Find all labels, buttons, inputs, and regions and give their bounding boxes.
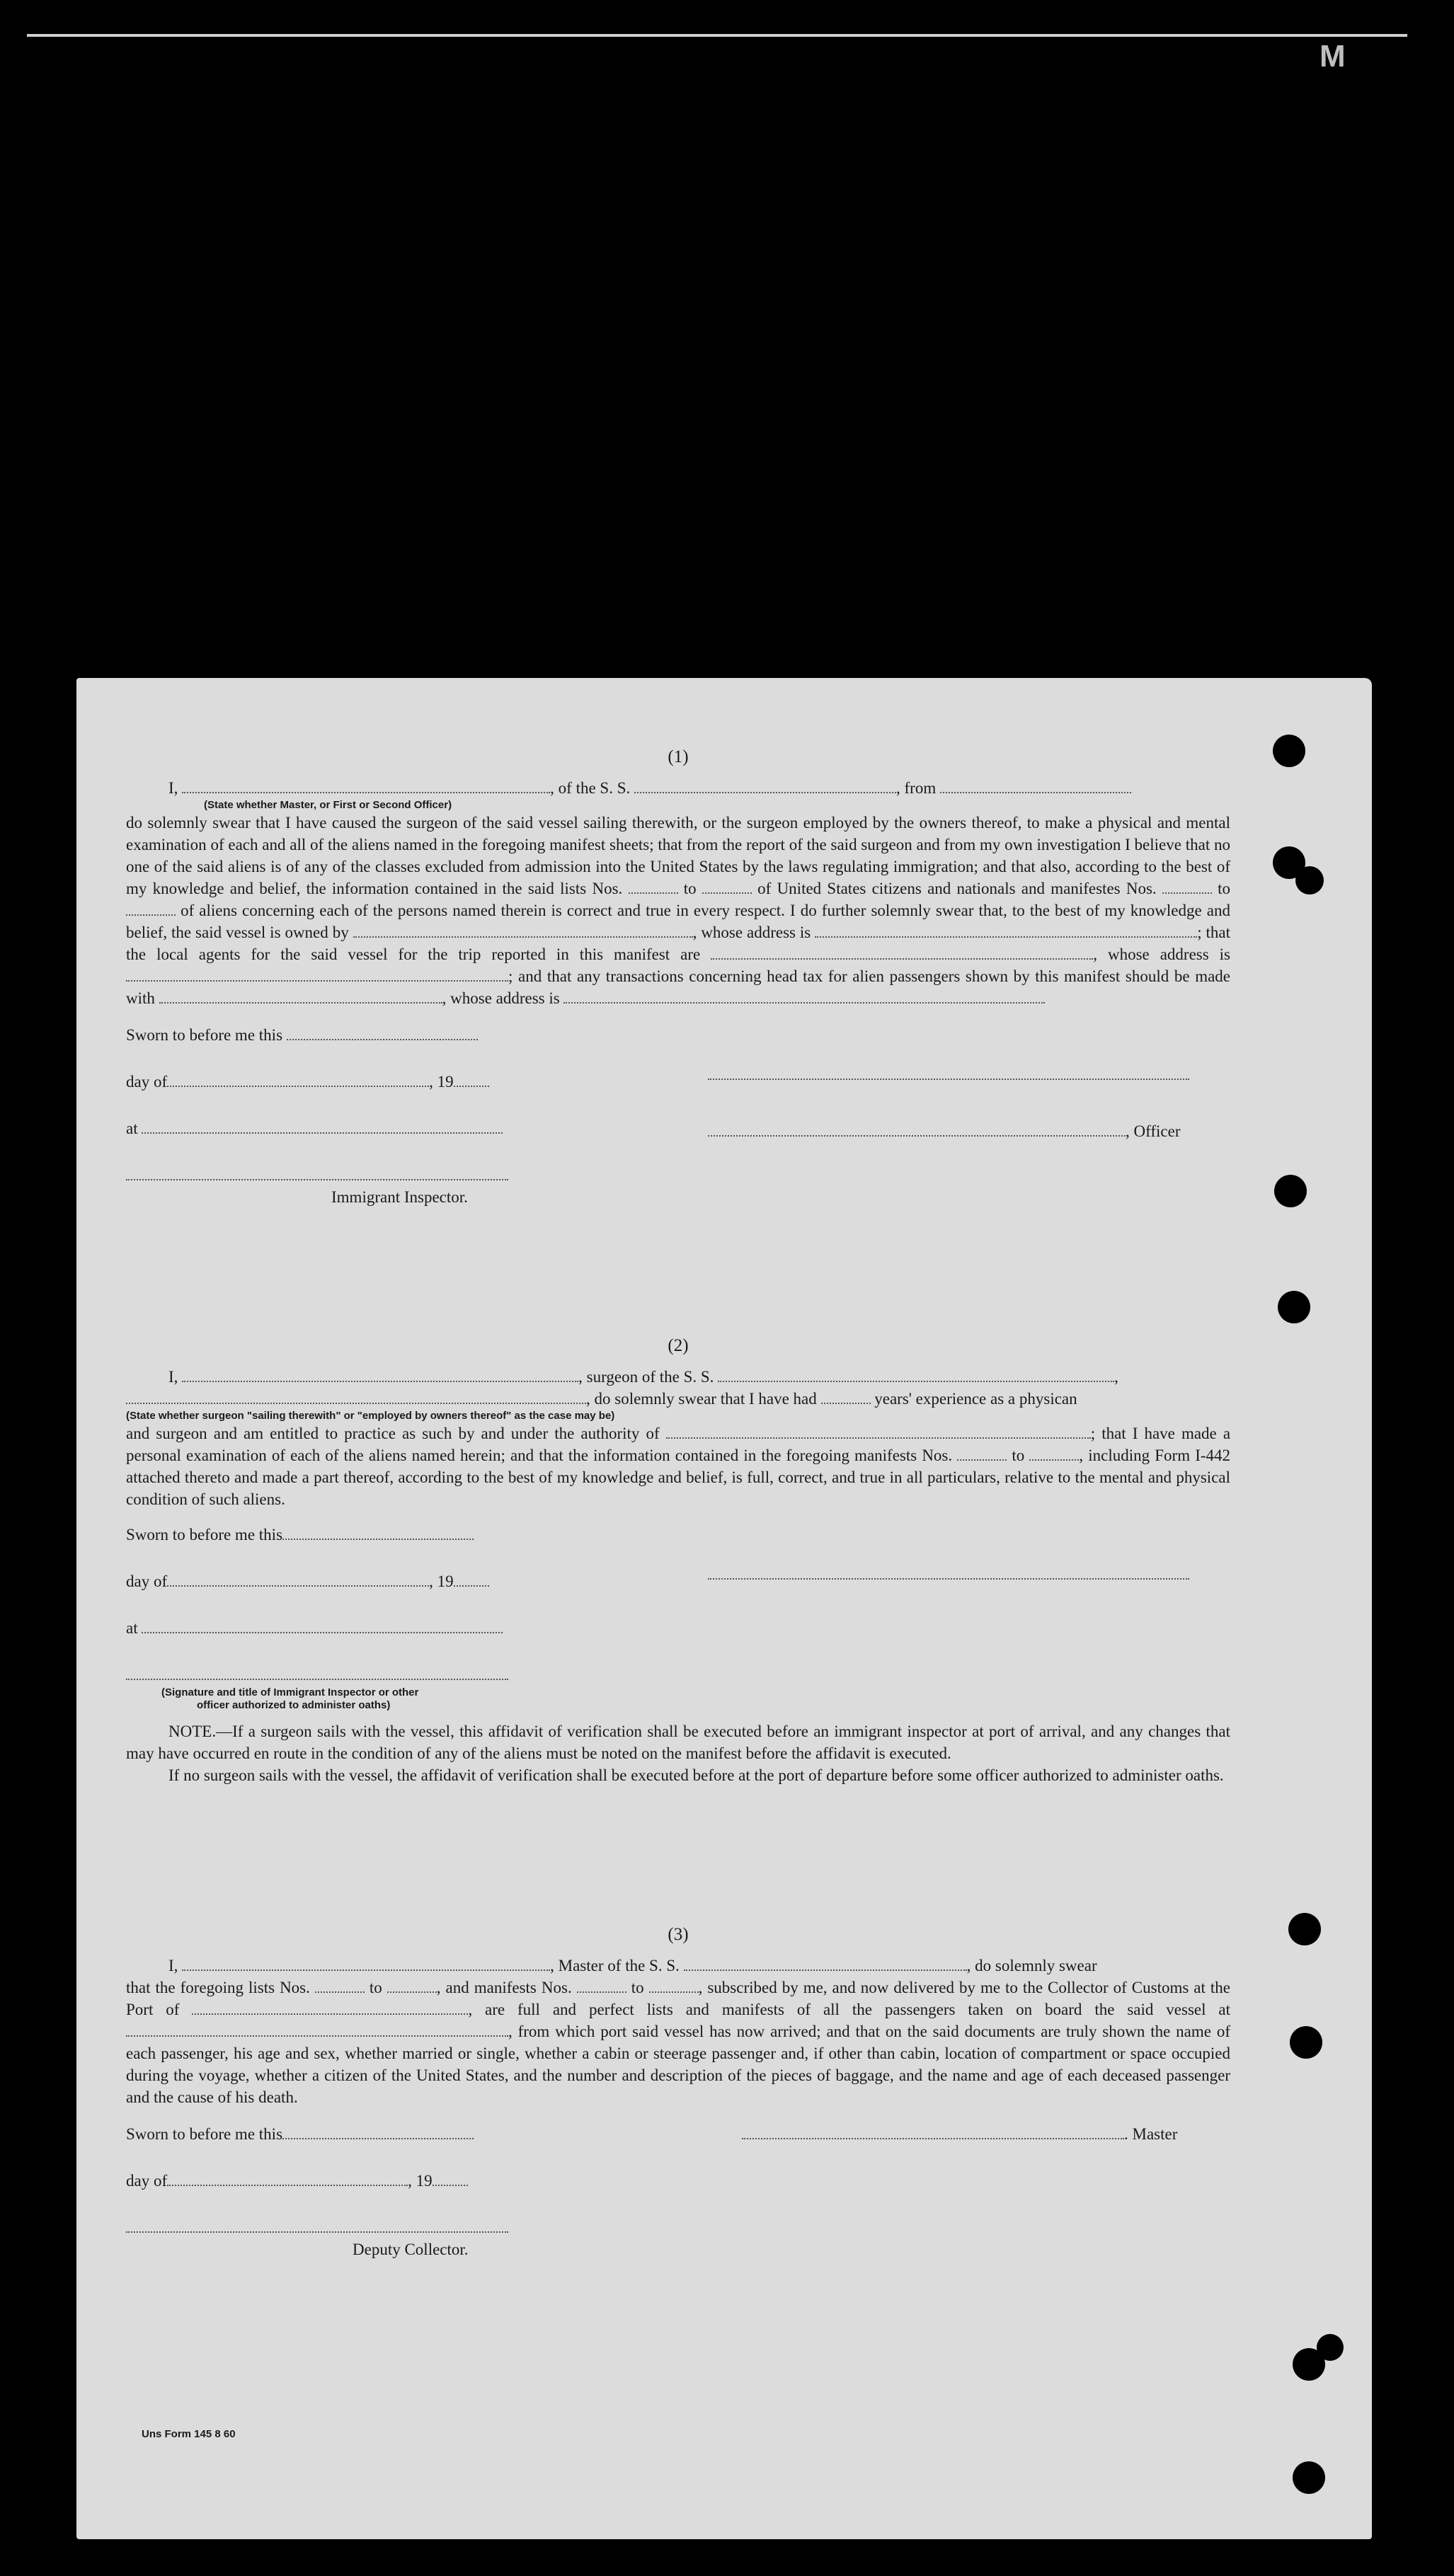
sworn-blank[interactable]: [282, 2125, 474, 2139]
master-paragraph: that the foregoing lists Nos. to , and manifests Nos. to , subscribed by me, and now delivered by me to the Collector of Customs at the Port of , are full and perfect lists and manifests of all the passengers taken on board the said vessel at , from which port said vessel has now arrived; and that on the said documents are truly shown the name of each passenger, his age and sex, whether married or single, whether a cabin or steerage passenger and, if other than cabin, location of compartment or space occupied during the voyage, whether a citizen of the United States, and the number and description of the pieces of baggage, and the name and age of each deceased passenger and the cause of his death.: [126, 1979, 1231, 2106]
year-blank[interactable]: [454, 1073, 489, 1087]
corner-mark: M: [1320, 39, 1351, 74]
section-number: (2): [668, 1336, 689, 1355]
list-from-blank[interactable]: [315, 1979, 365, 1993]
vessel-blank[interactable]: [718, 1368, 1114, 1382]
note-paragraph-2: If no surgeon sails with the vessel, the affidavit of verification shall be executed before at the port of departure before some officer authorized to administer oaths.: [168, 1766, 1224, 1784]
owner-blank[interactable]: [353, 924, 693, 938]
name-blank[interactable]: [182, 779, 550, 793]
manifest-to-blank[interactable]: [1029, 1447, 1079, 1461]
day-blank[interactable]: [167, 1073, 429, 1087]
at-blank[interactable]: [142, 1619, 503, 1633]
signature-hint: (Signature and title of Immigrant Inspector or other: [161, 1686, 419, 1698]
from-port-blank[interactable]: [940, 779, 1131, 793]
punch-hole: [1293, 2461, 1325, 2494]
surgeon-status-blank[interactable]: [126, 1390, 586, 1404]
field-hint: (State whether Master, or First or Second Officer): [204, 799, 452, 811]
list-from-blank[interactable]: [629, 880, 678, 894]
master-line: I, , of the S. S. , from: [126, 777, 1230, 799]
note-paragraph: NOTE.—If a surgeon sails with the vessel, this affidavit of verification shall be executed before an immigrant inspector at port of arrival, and any changes that may have occurred en route in the condition of any of the aliens must be noted on the manifest before the affidavit is executed.: [126, 1723, 1230, 1762]
section-number: (1): [668, 747, 689, 766]
year-blank[interactable]: [433, 2172, 468, 2186]
at-blank[interactable]: [142, 1120, 503, 1134]
owner-address-blank[interactable]: [815, 924, 1197, 938]
vessel-blank[interactable]: [634, 779, 896, 793]
signature-blank[interactable]: [708, 1066, 1189, 1080]
surgeon-signature-blank[interactable]: [708, 1565, 1189, 1580]
years-blank[interactable]: [821, 1390, 871, 1404]
manifest-to-blank[interactable]: [126, 902, 176, 916]
day-blank[interactable]: [167, 2172, 408, 2186]
signature-hint-2: officer authorized to administer oaths): [197, 1699, 391, 1711]
manifest-to-blank[interactable]: [649, 1979, 699, 1993]
surgeon-name-blank[interactable]: [182, 1368, 578, 1382]
deputy-collector-label: Deputy Collector.: [353, 2241, 469, 2258]
punch-hole: [1317, 2334, 1344, 2361]
master-signature-blank[interactable]: [742, 2125, 1124, 2139]
boarding-port-blank[interactable]: [126, 2023, 508, 2037]
sworn-blank[interactable]: [282, 1526, 474, 1540]
vessel-blank[interactable]: [684, 1957, 967, 1971]
manifest-from-blank[interactable]: [1162, 880, 1212, 894]
list-to-blank[interactable]: [702, 880, 752, 894]
officer-blank[interactable]: [708, 1122, 1126, 1137]
manifest-affidavit-page: [76, 678, 1372, 2539]
head-tax-blank[interactable]: [159, 989, 442, 1004]
agents-blank[interactable]: [711, 945, 1093, 960]
day-blank[interactable]: [167, 1572, 429, 1587]
section-1: (1) I, , of the S. S. , from (State whether Master, or First or Second Officer) do solemnly swear that I have caused the surgeon of the said vessel sailing therewith, or the surgeon employed by the owners thereof, to make a physical and mental examination of each and all of the aliens named in the foregoing manifest sheets; that from the report of the said surgeon and from my own investigation I believe that no one of the said aliens is of any of the classes excluded from admission into the United States by the laws regulating immigration; and that also, according to the best of my knowledge and belief, the information contained in the said lists Nos. to of United States citizens and nationals and manifestes Nos. to of aliens concerning each of the persons named therein is correct and true in every respect. I do further solemnly swear that, to the best of my knowledge and belief, the said vessel is owned by , whose address is ; that the local agents for the said vessel for the trip reported in this manifest are , whose address is ; and that any transactions concerning head tax for alien passengers shown by this manifest should be made with , whose address is Sworn to before me this day of , 19 at , Officer Immigrant Inspector.: [126, 747, 1231, 1206]
sworn-blank[interactable]: [287, 1026, 478, 1040]
port-blank[interactable]: [192, 2001, 468, 2015]
section-2: (2) I, , surgeon of the S. S. , , do solemnly swear that I have had years' experience as a physican (State whether surgeon "sailing therewith" or "employed by owners thereof" as the case may be) and surgeon and am entitled to practice as such by and under the authority of ; that I have made a personal examination of each of the aliens named herein; and that the information contained in the foregoing manifests Nos. to , including Form I-442 attached thereto and made a part thereof, according to the best of my knowledge and belief, is full, correct, and true in all particulars, relative to the mental and physical condition of such aliens. Sworn to before me this day of , 19 at (Signature and title of Immigrant Inspector or other officer authorized to administer oaths) NOTE.—If a surgeon sails with the vessel, this affidavit of verification shall be executed before an immigrant inspector at port of arrival, and any changes that may have occurred en route in the condition of any of the aliens must be noted on the manifest before the affidavit is executed. If no surgeon sails with the vessel, the affidavit of verification shall be executed before at the port of departure before some officer authorized to administer oaths.: [126, 1336, 1230, 1786]
manifest-from-blank[interactable]: [957, 1447, 1007, 1461]
punch-hole: [1278, 1291, 1310, 1323]
year-blank[interactable]: [454, 1572, 489, 1587]
section-number: (3): [668, 1925, 689, 1944]
punch-hole: [1290, 2026, 1322, 2059]
inspector-signature-blank[interactable]: [126, 1666, 508, 1680]
punch-hole: [1273, 735, 1305, 767]
list-to-blank[interactable]: [387, 1979, 437, 1993]
head-tax-address-blank[interactable]: [563, 989, 1045, 1004]
manifest-from-blank[interactable]: [577, 1979, 626, 1993]
surgeon-paragraph: and surgeon and am entitled to practice as such by and under the authority of ; that I have made a personal examination of each of the aliens named herein; and that the information contained in the foregoing manifests Nos. to , including Form I-442 attached thereto and made a part thereof, according to the best of my knowledge and belief, is full, correct, and true in all particulars, relative to the mental and physical condition of such aliens.: [126, 1425, 1231, 1508]
field-hint: (State whether surgeon "sailing therewith" or "employed by owners thereof" as the case may be): [126, 1410, 615, 1422]
collector-signature-blank[interactable]: [126, 2219, 508, 2233]
affidavit-paragraph: do solemnly swear that I have caused the surgeon of the said vessel sailing therewith, or the surgeon employed by the owners thereof, to make a physical and mental examination of each and all of the aliens named in the foregoing manifest sheets; that from the report of the said surgeon and from my own investigation I believe that no one of the said aliens is of any of the classes excluded from admission into the United States by the laws regulating immigration; and that also, according to the best of my knowledge and belief, the information contained in the said lists Nos. to of United States citizens and nationals and manifestes Nos. to of aliens concerning each of the persons named therein is correct and true in every respect. I do further solemnly swear that, to the best of my knowledge and belief, the said vessel is owned by , whose address is ; that the local agents for the said vessel for the trip reported in this manifest are , whose address is ; and that any transactions concerning head tax for alien passengers shown by this manifest should be made with , whose address is: [126, 814, 1231, 1007]
section-3: (3) I, , Master of the S. S. , do solemnly swear that the foregoing lists Nos. to , and manifests Nos. to , subscribed by me, and now delivered by me to the Collector of Customs at the Port of , are full and perfect lists and manifests of all the passengers taken on board the said vessel at , from which port said vessel has now arrived; and that on the said documents are truly shown the name of each passenger, his age and sex, whether married or single, whether a cabin or steerage passenger and, if other than cabin, location of compartment or space occupied during the voyage, whether a citizen of the United States, and the number and description of the pieces of baggage, and the name and age of each deceased passenger and the cause of his death. Sworn to before me this . Master day of , 19 Deputy Collector.: [126, 1925, 1231, 2258]
punch-hole: [1288, 1913, 1321, 1945]
agents-address-blank[interactable]: [126, 967, 508, 982]
form-number: Uns Form 145 8 60: [142, 2428, 236, 2440]
punch-hole: [1295, 866, 1324, 895]
top-rule: [27, 34, 1407, 37]
authority-blank[interactable]: [666, 1425, 1091, 1439]
master-name-blank[interactable]: [182, 1957, 550, 1971]
immigrant-inspector-label: Immigrant Inspector.: [331, 1188, 468, 1206]
inspector-signature-blank[interactable]: [126, 1166, 508, 1180]
punch-hole: [1274, 1175, 1307, 1207]
